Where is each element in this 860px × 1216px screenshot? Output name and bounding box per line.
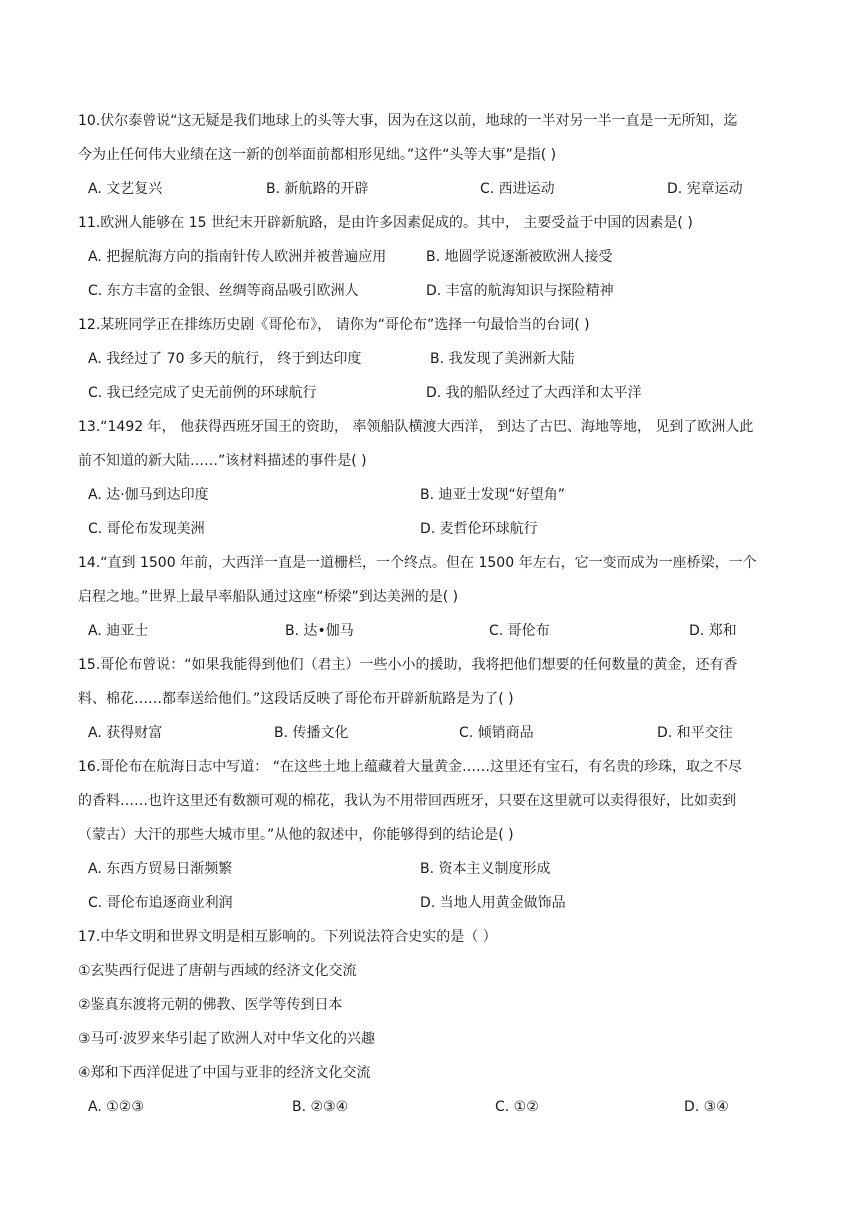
- question-13-option-a[interactable]: A. 达·伽马到达印度: [88, 487, 209, 503]
- question-15-option-a[interactable]: A. 获得财富: [88, 725, 163, 741]
- question-11-option-d[interactable]: D. 丰富的航海知识与探险精神: [426, 283, 614, 299]
- question-12-option-a[interactable]: A. 我经过了 70 多天的航行， 终于到达印度: [88, 351, 362, 367]
- question-17-item-2: ②鉴真东渡将元朝的佛教、医学等传到日本: [78, 997, 343, 1013]
- question-17-item-3: ③马可·波罗来华引起了欧洲人对中华文化的兴趣: [78, 1031, 375, 1047]
- question-10-option-c[interactable]: C. 西进运动: [480, 181, 555, 197]
- question-10-option-a[interactable]: A. 文艺复兴: [88, 181, 163, 197]
- question-13-line-2: 前不知道的新大陆……”该材料描述的事件是( ): [78, 453, 367, 469]
- question-14-option-d[interactable]: D. 郑和: [689, 623, 737, 639]
- question-14-option-c[interactable]: C. 哥伦布: [489, 623, 550, 639]
- question-16-option-d[interactable]: D. 当地人用黄金做饰品: [420, 895, 566, 911]
- question-14-line-1: 14.“直到 1500 年前，大西洋一直是一道栅栏，一个终点。但在 1500 年左右，它一变而成为一座桥梁，一个: [78, 555, 757, 571]
- question-15-line-1: 15.哥伦布曾说：“如果我能得到他们（君主）一些小小的援助，我将把他们想要的任何数量的黄金，还有香: [78, 657, 738, 673]
- question-15-option-b[interactable]: B. 传播文化: [274, 725, 349, 741]
- question-15-option-c[interactable]: C. 倾销商品: [459, 725, 534, 741]
- question-17-option-d[interactable]: D. ③④: [684, 1099, 729, 1115]
- question-14-option-a[interactable]: A. 迪亚士: [88, 623, 149, 639]
- question-16-option-c[interactable]: C. 哥伦布追逐商业利润: [88, 895, 233, 911]
- question-17-option-c[interactable]: C. ①②: [495, 1099, 539, 1115]
- question-10-line-1: 10.伏尔泰曾说“这无疑是我们地球上的头等大事，因为在这以前，地球的一半对另一半一直是一无所知，迄: [78, 113, 738, 129]
- question-16-option-a[interactable]: A. 东西方贸易日渐频繁: [88, 861, 233, 877]
- question-10-option-d[interactable]: D. 宪章运动: [667, 181, 743, 197]
- question-17-line-1: 17.中华文明和世界文明是相互影响的。下列说法符合史实的是（ ）: [78, 929, 497, 945]
- question-14-option-b[interactable]: B. 达•伽马: [285, 623, 354, 639]
- question-13-option-d[interactable]: D. 麦哲伦环球航行: [420, 521, 538, 537]
- question-17-item-4: ④郑和下西洋促进了中国与亚非的经济文化交流: [78, 1065, 371, 1081]
- question-10-option-b[interactable]: B. 新航路的开辟: [266, 181, 369, 197]
- question-13-line-1: 13.“1492 年， 他获得西班牙国王的资助， 率领船队横渡大西洋， 到达了古巴、海地等地， 见到了欧洲人此: [78, 419, 754, 435]
- question-16-line-2: 的香料……也许这里还有数额可观的棉花，我认为不用带回西班牙，只要在这里就可以卖得很好，比如卖到: [78, 793, 736, 809]
- question-11-option-b[interactable]: B. 地圆学说逐渐被欧洲人接受: [426, 249, 613, 265]
- question-14-line-2: 启程之地。”世界上最早率船队通过这座“桥梁”到达美洲的是( ): [78, 589, 459, 605]
- question-17-option-b[interactable]: B. ②③④: [292, 1099, 349, 1115]
- question-12-option-b[interactable]: B. 我发现了美洲新大陆: [430, 351, 575, 367]
- question-15-line-2: 料、棉花……都奉送给他们。”这段话反映了哥伦布开辟新航路是为了( ): [78, 691, 514, 707]
- question-12-option-c[interactable]: C. 我已经完成了史无前例的环球航行: [88, 385, 317, 401]
- question-17-item-1: ①玄奘西行促进了唐朝与西域的经济文化交流: [78, 963, 357, 979]
- question-16-line-3: （蒙古）大汗的那些大城市里。”从他的叙述中，你能够得到的结论是( ): [78, 827, 514, 843]
- question-17-option-a[interactable]: A. ①②③: [88, 1099, 144, 1115]
- question-13-option-c[interactable]: C. 哥伦布发现美洲: [88, 521, 205, 537]
- question-15-option-d[interactable]: D. 和平交往: [657, 725, 733, 741]
- question-12-line-1: 12.某班同学正在排练历史剧《哥伦布》， 请你为“哥伦布”选择一句最恰当的台词( ): [78, 317, 590, 333]
- question-13-option-b[interactable]: B. 迪亚士发现“好望角”: [420, 487, 566, 503]
- question-11-line-1: 11.欧洲人能够在 15 世纪末开辟新航路，是由许多因素促成的。其中， 主要受益于中国的因素是( ): [78, 215, 693, 231]
- question-10-line-2: 今为止任何伟大业绩在这一新的创举面前都相形见绌。”这件“头等大事”是指( ): [78, 147, 557, 163]
- question-16-line-1: 16.哥伦布在航海日志中写道： “在这些土地上蕴藏着大量黄金……这里还有宝石，有名贵的珍珠，取之不尽: [78, 759, 742, 775]
- question-16-option-b[interactable]: B. 资本主义制度形成: [420, 861, 551, 877]
- question-12-option-d[interactable]: D. 我的船队经过了大西洋和太平洋: [426, 385, 642, 401]
- question-11-option-c[interactable]: C. 东方丰富的金银、丝绸等商品吸引欧洲人: [88, 283, 359, 299]
- question-11-option-a[interactable]: A. 把握航海方向的指南针传人欧洲并被普遍应用: [88, 249, 387, 265]
